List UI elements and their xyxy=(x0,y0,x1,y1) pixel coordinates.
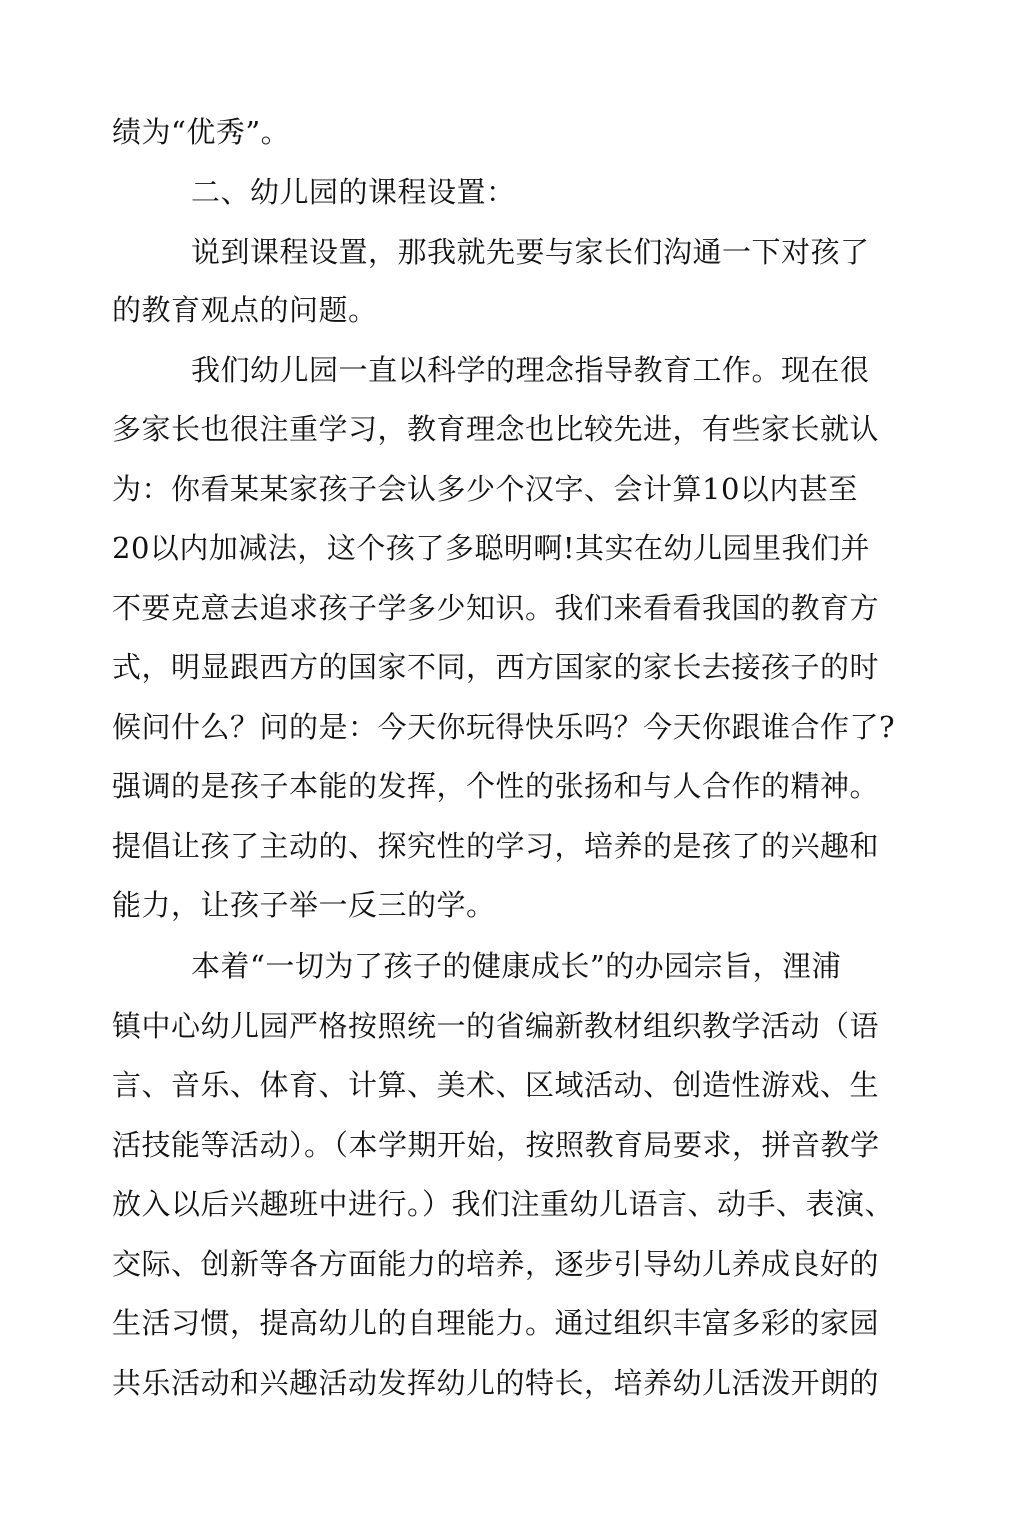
text-line: 放入以后兴趣班中进行。）我们注重幼儿语言、动手、表演、 xyxy=(112,1187,895,1221)
text-line: 活技能等活动）。（本学期开始，按照教育局要求，拼音教学 xyxy=(112,1128,880,1162)
text-line: 我们幼儿园一直以科学的理念指导教育工作。现在很 xyxy=(191,353,870,387)
text-line: 提倡让孩了主动的、探究性的学习，培养的是孩了的兴趣和 xyxy=(112,829,880,863)
text-line: 说到课程设置，那我就先要与家长们沟通一下对孩了 xyxy=(191,235,870,269)
text-line: 强调的是孩子本能的发挥，个性的张扬和与人合作的精神。 xyxy=(112,769,880,803)
text-line: 绩为“优秀”。 xyxy=(112,115,291,149)
text-line: 言、音乐、体育、计算、美术、区域活动、创造性游戏、生 xyxy=(112,1068,880,1102)
text-line: 的教育观点的问题。 xyxy=(112,293,378,327)
text-line: 本着“一切为了孩子的健康成长”的办园宗旨，浬浦 xyxy=(191,949,842,983)
text-line: 为：你看某某家孩子会认多少个汉字、会计算10以内甚至 xyxy=(112,472,858,506)
text-line: 能力，让孩子举一反三的学。 xyxy=(112,888,496,922)
text-line: 不要克意去追求孩子学多少知识。我们来看看我国的教育方 xyxy=(112,591,880,625)
text-line: 交际、创新等各方面能力的培养，逐步引导幼儿养成良好的 xyxy=(112,1247,880,1281)
text-line: 20以内加减法，这个孩了多聪明啊!其实在幼儿园里我们并 xyxy=(112,531,871,565)
section-heading: 二、幼儿园的课程设置： xyxy=(191,175,516,209)
text-line: 共乐活动和兴趣活动发挥幼儿的特长，培养幼儿活泼开朗的 xyxy=(112,1366,880,1400)
text-line: 式，明显跟西方的国家不同，西方国家的家长去接孩子的时 xyxy=(112,650,880,684)
text-line: 镇中心幼儿园严格按照统一的省编新教材组织教学活动（语 xyxy=(112,1009,880,1043)
text-line: 候问什么？问的是：今天你玩得快乐吗？今天你跟谁合作了? xyxy=(112,710,896,744)
text-line: 生活习惯，提高幼儿的自理能力。通过组织丰富多彩的家园 xyxy=(112,1306,880,1340)
text-line: 多家长也很注重学习，教育理念也比较先进，有些家长就认 xyxy=(112,412,880,446)
